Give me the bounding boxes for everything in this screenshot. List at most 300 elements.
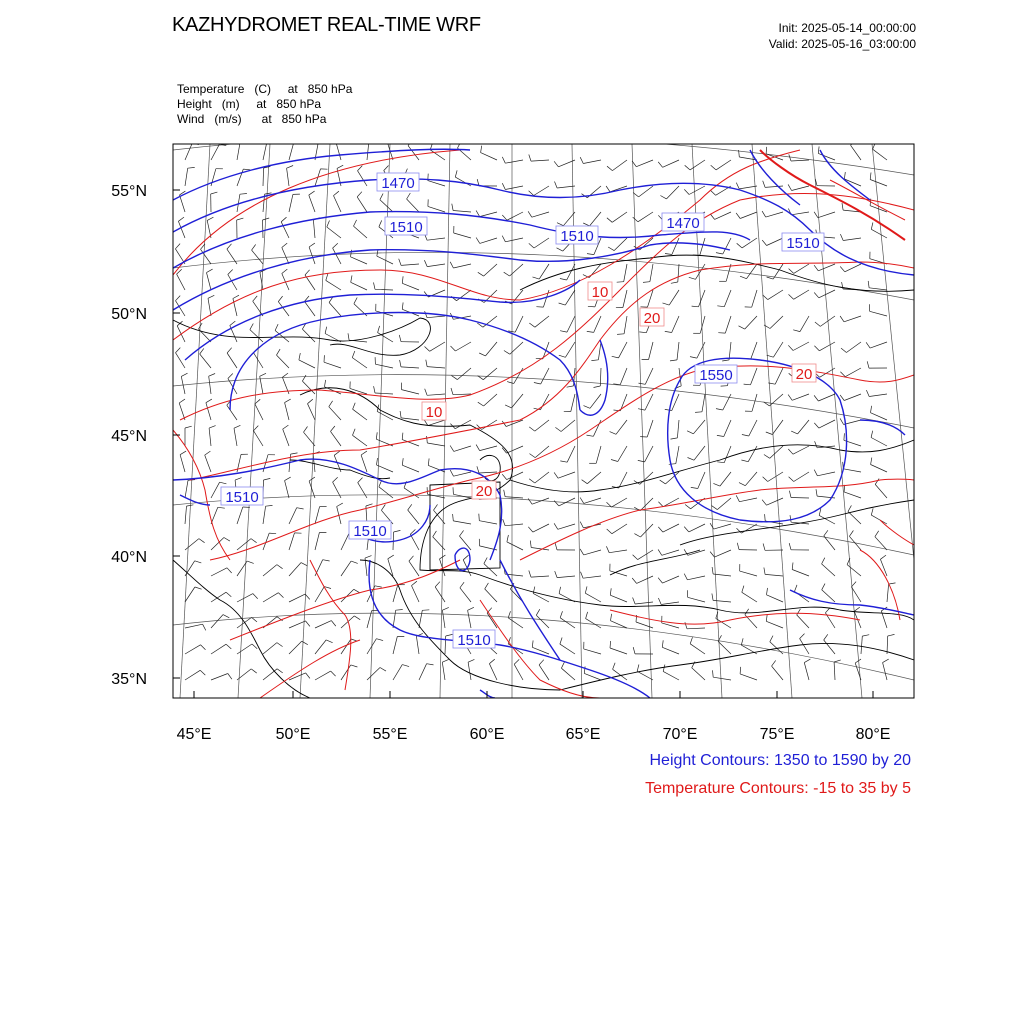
wind-barb: [185, 561, 195, 576]
wind-barb: [351, 257, 368, 264]
wind-barb-flag: [228, 270, 233, 275]
wind-barb-flag: [379, 220, 382, 226]
svg-text:10: 10: [591, 284, 609, 301]
wind-barb: [263, 593, 278, 602]
wind-barb: [505, 238, 523, 242]
wind-barb: [583, 160, 601, 164]
wind-barb-flag: [505, 405, 511, 408]
wind-barb: [635, 602, 653, 604]
wind-barb: [277, 355, 290, 368]
wind-barb: [430, 342, 445, 351]
wind-barb: [662, 647, 679, 654]
wind-barb: [639, 186, 653, 197]
wind-barb-flag: [560, 279, 567, 281]
wind-barb: [770, 316, 783, 329]
map-title: KAZHYDROMET REAL-TIME WRF: [172, 14, 481, 36]
wind-barb: [515, 316, 523, 332]
wind-barb-flag: [425, 389, 427, 396]
wind-barb: [770, 446, 783, 458]
wind-barb-flag: [484, 558, 487, 564]
wind-barb-flag: [502, 474, 507, 479]
wind-barb-flag: [559, 355, 566, 357]
wind-barb-flag: [200, 670, 205, 675]
lat-label: 45°N: [111, 428, 147, 445]
wind-barb-flag: [337, 503, 343, 506]
wind-barb-flag: [180, 451, 186, 455]
wind-barb-flag: [502, 236, 505, 242]
wind-barb-flag: [399, 335, 401, 342]
wind-barb-flag: [504, 272, 510, 276]
wind-barb-flag: [451, 346, 456, 351]
wind-barb: [612, 524, 627, 534]
wind-barb: [255, 404, 263, 420]
wind-barb: [623, 290, 627, 308]
wind-barb: [309, 195, 315, 212]
wind-barb: [739, 186, 757, 189]
wind-barb-flag: [633, 647, 635, 654]
wind-barb-flag: [610, 641, 611, 648]
wind-barb-flag: [426, 360, 427, 367]
wind-barb-flag: [658, 598, 661, 605]
wind-barb: [453, 394, 471, 395]
wind-barb-flag: [504, 351, 510, 355]
wind-barb-flag: [402, 276, 403, 283]
wind-barb-flag: [329, 401, 333, 407]
wind-barb-flag: [200, 348, 204, 354]
wind-barb: [742, 592, 757, 602]
wind-barb: [481, 153, 497, 160]
wind-barb-flag: [560, 331, 567, 332]
wind-barb-flag: [695, 412, 702, 413]
wind-barb-flag: [529, 571, 531, 578]
wind-barb: [185, 539, 199, 550]
wind-barb: [416, 636, 419, 654]
wind-barb-flag: [608, 247, 614, 251]
wind-barb-flag: [766, 147, 767, 154]
wind-barb: [870, 342, 887, 348]
height-label: [662, 213, 704, 232]
wind-barb-flag: [376, 639, 383, 641]
wind-barb-flag: [737, 543, 739, 550]
wind-barb-flag: [866, 390, 869, 396]
wind-barb-flag: [237, 218, 244, 220]
svg-text:1550: 1550: [699, 367, 733, 384]
wind-barb: [289, 621, 306, 628]
wind-barb: [205, 455, 211, 472]
wind-barb-flag: [560, 461, 567, 462]
wind-barb-flag: [870, 173, 871, 180]
wind-barb: [324, 362, 341, 368]
wind-barb-flag: [240, 142, 247, 143]
wind-barb: [775, 368, 783, 384]
wind-barb: [804, 663, 809, 680]
wind-barb: [427, 238, 445, 240]
wind-barb: [185, 624, 203, 628]
wind-barb-flag: [477, 466, 479, 473]
wind-barb-flag: [380, 668, 386, 672]
lat-label: 50°N: [111, 306, 147, 323]
wind-barb: [558, 472, 575, 478]
wind-barb: [609, 550, 627, 553]
wind-barb-flag: [297, 508, 304, 509]
wind-barb: [875, 484, 887, 498]
wind-barb: [379, 487, 393, 498]
wind-barb-flag: [671, 282, 678, 283]
wind-barb-flag: [789, 154, 791, 161]
wind-barb-flag: [582, 480, 588, 484]
wind-barb-flag: [792, 563, 793, 570]
wind-barb-flag: [354, 220, 357, 226]
wind-barb: [748, 446, 757, 462]
wind-barb: [539, 665, 549, 680]
wind-barb: [845, 264, 861, 272]
wind-barb-flag: [534, 383, 541, 385]
wind-barb-flag: [353, 429, 356, 436]
wind-barb: [715, 550, 732, 557]
wind-barb-flag: [250, 324, 253, 330]
wind-barb: [263, 643, 277, 654]
wind-barb: [765, 186, 783, 187]
wind-barb: [541, 368, 549, 384]
wind-barb-flag: [764, 455, 770, 459]
wind-barb-flag: [606, 186, 610, 192]
wind-barb: [412, 586, 420, 602]
wind-barb-flag: [822, 558, 825, 564]
wind-barb-flag: [195, 587, 202, 589]
wind-barb: [794, 290, 809, 299]
wind-barb-flag: [561, 662, 564, 668]
wind-barb: [442, 662, 445, 680]
wind-barb: [861, 636, 862, 654]
wind-barb-flag: [287, 166, 294, 169]
wind-barb-flag: [252, 244, 256, 250]
wind-barb-flag: [717, 462, 724, 463]
wind-barb: [327, 227, 341, 238]
wind-barb-flag: [840, 316, 844, 322]
wind-barb-flag: [301, 563, 307, 566]
wind-barb-flag: [814, 423, 819, 428]
wind-barb-flag: [789, 491, 791, 498]
wind-barb: [367, 668, 380, 681]
wind-barb-flag: [687, 431, 693, 434]
lat-label: 55°N: [111, 183, 147, 200]
wind-barb: [649, 342, 653, 360]
wind-barb-flag: [660, 196, 666, 199]
wind-barb-flag: [348, 333, 349, 340]
wind-barb-flag: [336, 139, 342, 143]
wind-barb-flag: [453, 514, 454, 521]
wind-barb: [531, 576, 549, 577]
wind-barb: [845, 368, 861, 377]
wind-barb: [533, 593, 549, 602]
wind-barb: [800, 639, 809, 654]
wind-barb-flag: [228, 374, 233, 379]
wind-barb: [714, 524, 731, 529]
wind-barb-flag: [528, 211, 532, 217]
wind-barb-flag: [529, 479, 535, 483]
temperature-label: [472, 481, 496, 500]
wind-barb-flag: [450, 470, 453, 476]
wind-barb: [428, 181, 445, 186]
wind-barb: [313, 220, 315, 238]
wind-barb-flag: [788, 184, 792, 190]
wind-barb-flag: [220, 482, 227, 484]
wind-barb-flag: [388, 139, 394, 143]
wind-barb: [822, 590, 835, 602]
wind-barb: [185, 480, 188, 498]
wind-barb: [237, 539, 251, 550]
wind-barb-flag: [607, 166, 612, 170]
wind-barb: [822, 564, 835, 576]
wind-barb-flag: [228, 674, 232, 680]
wind-barb-flag: [468, 659, 474, 662]
wind-barb-flag: [880, 555, 886, 559]
wind-barb: [315, 671, 331, 680]
contour-labels: [221, 173, 824, 649]
wind-barb-flag: [452, 204, 453, 211]
wind-barb: [687, 576, 705, 580]
wind-barb: [483, 368, 497, 380]
wind-barb: [227, 405, 237, 420]
wind-barb: [713, 677, 731, 680]
wind-barb-flag: [736, 495, 739, 501]
wind-barb-flag: [305, 594, 310, 599]
wind-barb-flag: [309, 243, 315, 247]
wind-barb: [676, 446, 679, 464]
wind-barb-flag: [384, 166, 389, 171]
wind-barb: [767, 498, 784, 505]
wind-barb: [352, 358, 367, 368]
wind-barb: [869, 394, 887, 397]
wind-barb: [185, 587, 195, 602]
wind-barb: [341, 589, 354, 602]
wind-barb: [645, 446, 653, 462]
wind-barb-flag: [871, 223, 873, 230]
wind-barb: [534, 238, 549, 248]
wind-barb-flag: [607, 218, 612, 223]
wind-barb: [818, 212, 835, 218]
wind-barb-flag: [226, 592, 231, 597]
wind-barb: [745, 316, 757, 329]
wind-barb-flag: [227, 244, 232, 249]
wind-barb: [180, 195, 186, 212]
wind-barb-flag: [658, 162, 662, 167]
wind-barb-flag: [375, 586, 382, 587]
wind-barb-flag: [688, 458, 695, 461]
wind-barb: [534, 186, 549, 196]
wind-barb-flag: [554, 472, 558, 478]
wind-barb-flag: [611, 460, 618, 462]
wind-barb-flag: [554, 501, 559, 506]
wind-barb: [690, 160, 705, 170]
wind-barb-flag: [331, 621, 335, 627]
wind-barb: [351, 282, 367, 290]
wind-barb: [692, 668, 705, 680]
wind-barb: [584, 550, 601, 555]
wind-barb-flag: [351, 250, 352, 257]
wind-barb-flag: [763, 544, 765, 551]
wind-barb-flag: [633, 598, 636, 605]
wind-barb-flag: [354, 298, 357, 304]
wind-barb-flag: [396, 610, 403, 611]
wind-barb-flag: [815, 441, 818, 448]
wind-barb: [200, 354, 211, 368]
wind-barb: [844, 316, 861, 322]
wind-barb-flag: [717, 306, 724, 307]
wind-barb: [380, 200, 393, 212]
temperature-label: [588, 282, 612, 301]
wind-barb-flag: [507, 535, 509, 542]
wind-barb-flag: [478, 402, 484, 406]
wind-barb: [211, 674, 228, 681]
wind-barb-flag: [555, 571, 557, 578]
wind-barb-flag: [234, 425, 240, 428]
wind-barb: [638, 550, 653, 560]
svg-text:1510: 1510: [457, 632, 491, 649]
wind-barb-flag: [740, 276, 747, 279]
wind-barb-flag: [797, 609, 801, 615]
wind-barb-flag: [557, 248, 563, 251]
wind-barb: [593, 420, 601, 436]
wind-barb-flag: [851, 582, 856, 587]
wind-barb-flag: [554, 523, 558, 529]
wind-barb-flag: [425, 347, 430, 352]
wind-barb-flag: [181, 373, 187, 376]
wind-barb-flag: [408, 140, 412, 146]
wind-barb: [283, 429, 289, 446]
wind-barb-flag: [425, 311, 428, 318]
wind-barb-flag: [662, 640, 663, 647]
wind-barb: [745, 472, 757, 486]
wind-barb-flag: [323, 560, 330, 561]
wind-barb: [677, 420, 679, 438]
wind-barb: [567, 316, 575, 332]
wind-barb: [357, 197, 367, 212]
wind-barb-flag: [227, 568, 232, 573]
wind-barb-flag: [722, 360, 729, 361]
wind-barb-flag: [712, 567, 713, 574]
wind-barb: [596, 446, 601, 463]
wind-barb: [353, 409, 367, 420]
wind-barb-flag: [692, 306, 699, 307]
wind-barb: [289, 563, 301, 576]
wind-barb: [302, 329, 315, 342]
wind-barb-flag: [530, 541, 531, 548]
wind-barb-flag: [814, 470, 817, 476]
wind-barb-flag: [742, 435, 749, 437]
wind-barb: [308, 404, 316, 420]
wind-barb-flag: [278, 296, 282, 302]
wind-barb: [289, 533, 295, 550]
wind-barb: [689, 186, 705, 195]
lon-label: 80°E: [855, 726, 891, 743]
wind-barb: [455, 420, 471, 429]
wind-barb: [870, 180, 887, 187]
wind-barb: [637, 576, 653, 583]
lat-label: 40°N: [111, 549, 147, 566]
map-frame: [173, 144, 914, 698]
lon-label: 70°E: [662, 726, 698, 743]
wind-barb: [725, 316, 731, 333]
wind-barb-flag: [514, 659, 519, 664]
height-label: [221, 487, 263, 506]
wind-barb-flag: [713, 670, 714, 677]
wind-barb: [720, 472, 731, 486]
wind-barb: [590, 394, 601, 408]
wind-barb: [375, 393, 393, 394]
wind-barb: [531, 160, 549, 161]
wind-barb-flag: [639, 332, 646, 333]
wind-barb: [453, 211, 471, 213]
wind-barb-flag: [717, 435, 724, 436]
wind-barb: [535, 316, 549, 327]
wind-barb-flag: [476, 211, 480, 217]
wind-barb-flag: [178, 217, 184, 221]
wind-barb: [694, 446, 705, 460]
wind-barb: [375, 364, 393, 368]
wind-barb-flag: [685, 505, 691, 509]
wind-barb: [315, 587, 324, 602]
wind-barb: [747, 264, 758, 279]
wind-barb: [486, 342, 498, 356]
wind-barb-flag: [660, 480, 666, 484]
wind-barb-flag: [584, 406, 591, 409]
wind-barb: [871, 438, 887, 447]
wind-barb-flag: [305, 270, 310, 275]
wind-barb-flag: [352, 351, 355, 358]
wind-barb-flag: [585, 586, 587, 593]
wind-barb: [185, 506, 187, 524]
wind-barb-flag: [357, 192, 362, 197]
wind-barb-flag: [304, 427, 308, 433]
wind-barb-flag: [613, 663, 616, 670]
wind-barb-flag: [762, 500, 766, 506]
wind-barb: [713, 600, 731, 602]
height-label: [385, 217, 427, 236]
wind-barb: [565, 342, 575, 357]
wind-barb-flag: [230, 321, 236, 325]
wind-barb: [287, 168, 289, 186]
wind-barb-flag: [737, 243, 742, 248]
wind-barb-flag: [633, 217, 638, 222]
wind-barb: [844, 420, 861, 425]
wind-barb: [871, 413, 888, 420]
wind-barb-flag: [277, 349, 281, 355]
wind-barb: [454, 233, 471, 238]
wind-barb-flag: [530, 454, 536, 458]
wind-barb-flag: [744, 384, 751, 385]
wind-barb: [427, 264, 445, 267]
wind-barb-flag: [814, 212, 818, 218]
wind-barb: [457, 368, 471, 380]
wind-barb: [636, 622, 653, 628]
wind-barb: [211, 169, 216, 186]
wind-barb: [289, 194, 293, 212]
wind-barb: [419, 664, 427, 680]
wind-barb: [702, 394, 705, 412]
wind-barb-flag: [260, 373, 266, 376]
wind-barb: [824, 640, 835, 654]
wind-barb-flag: [463, 555, 468, 560]
wind-barb-flag: [588, 306, 595, 307]
svg-text:20: 20: [795, 366, 813, 383]
wind-barb-flag: [665, 331, 672, 332]
wind-barb: [773, 342, 783, 357]
wind-barb: [208, 298, 211, 316]
wind-barb: [844, 492, 861, 498]
wind-barb-flag: [433, 531, 437, 537]
wind-barb: [672, 316, 679, 333]
